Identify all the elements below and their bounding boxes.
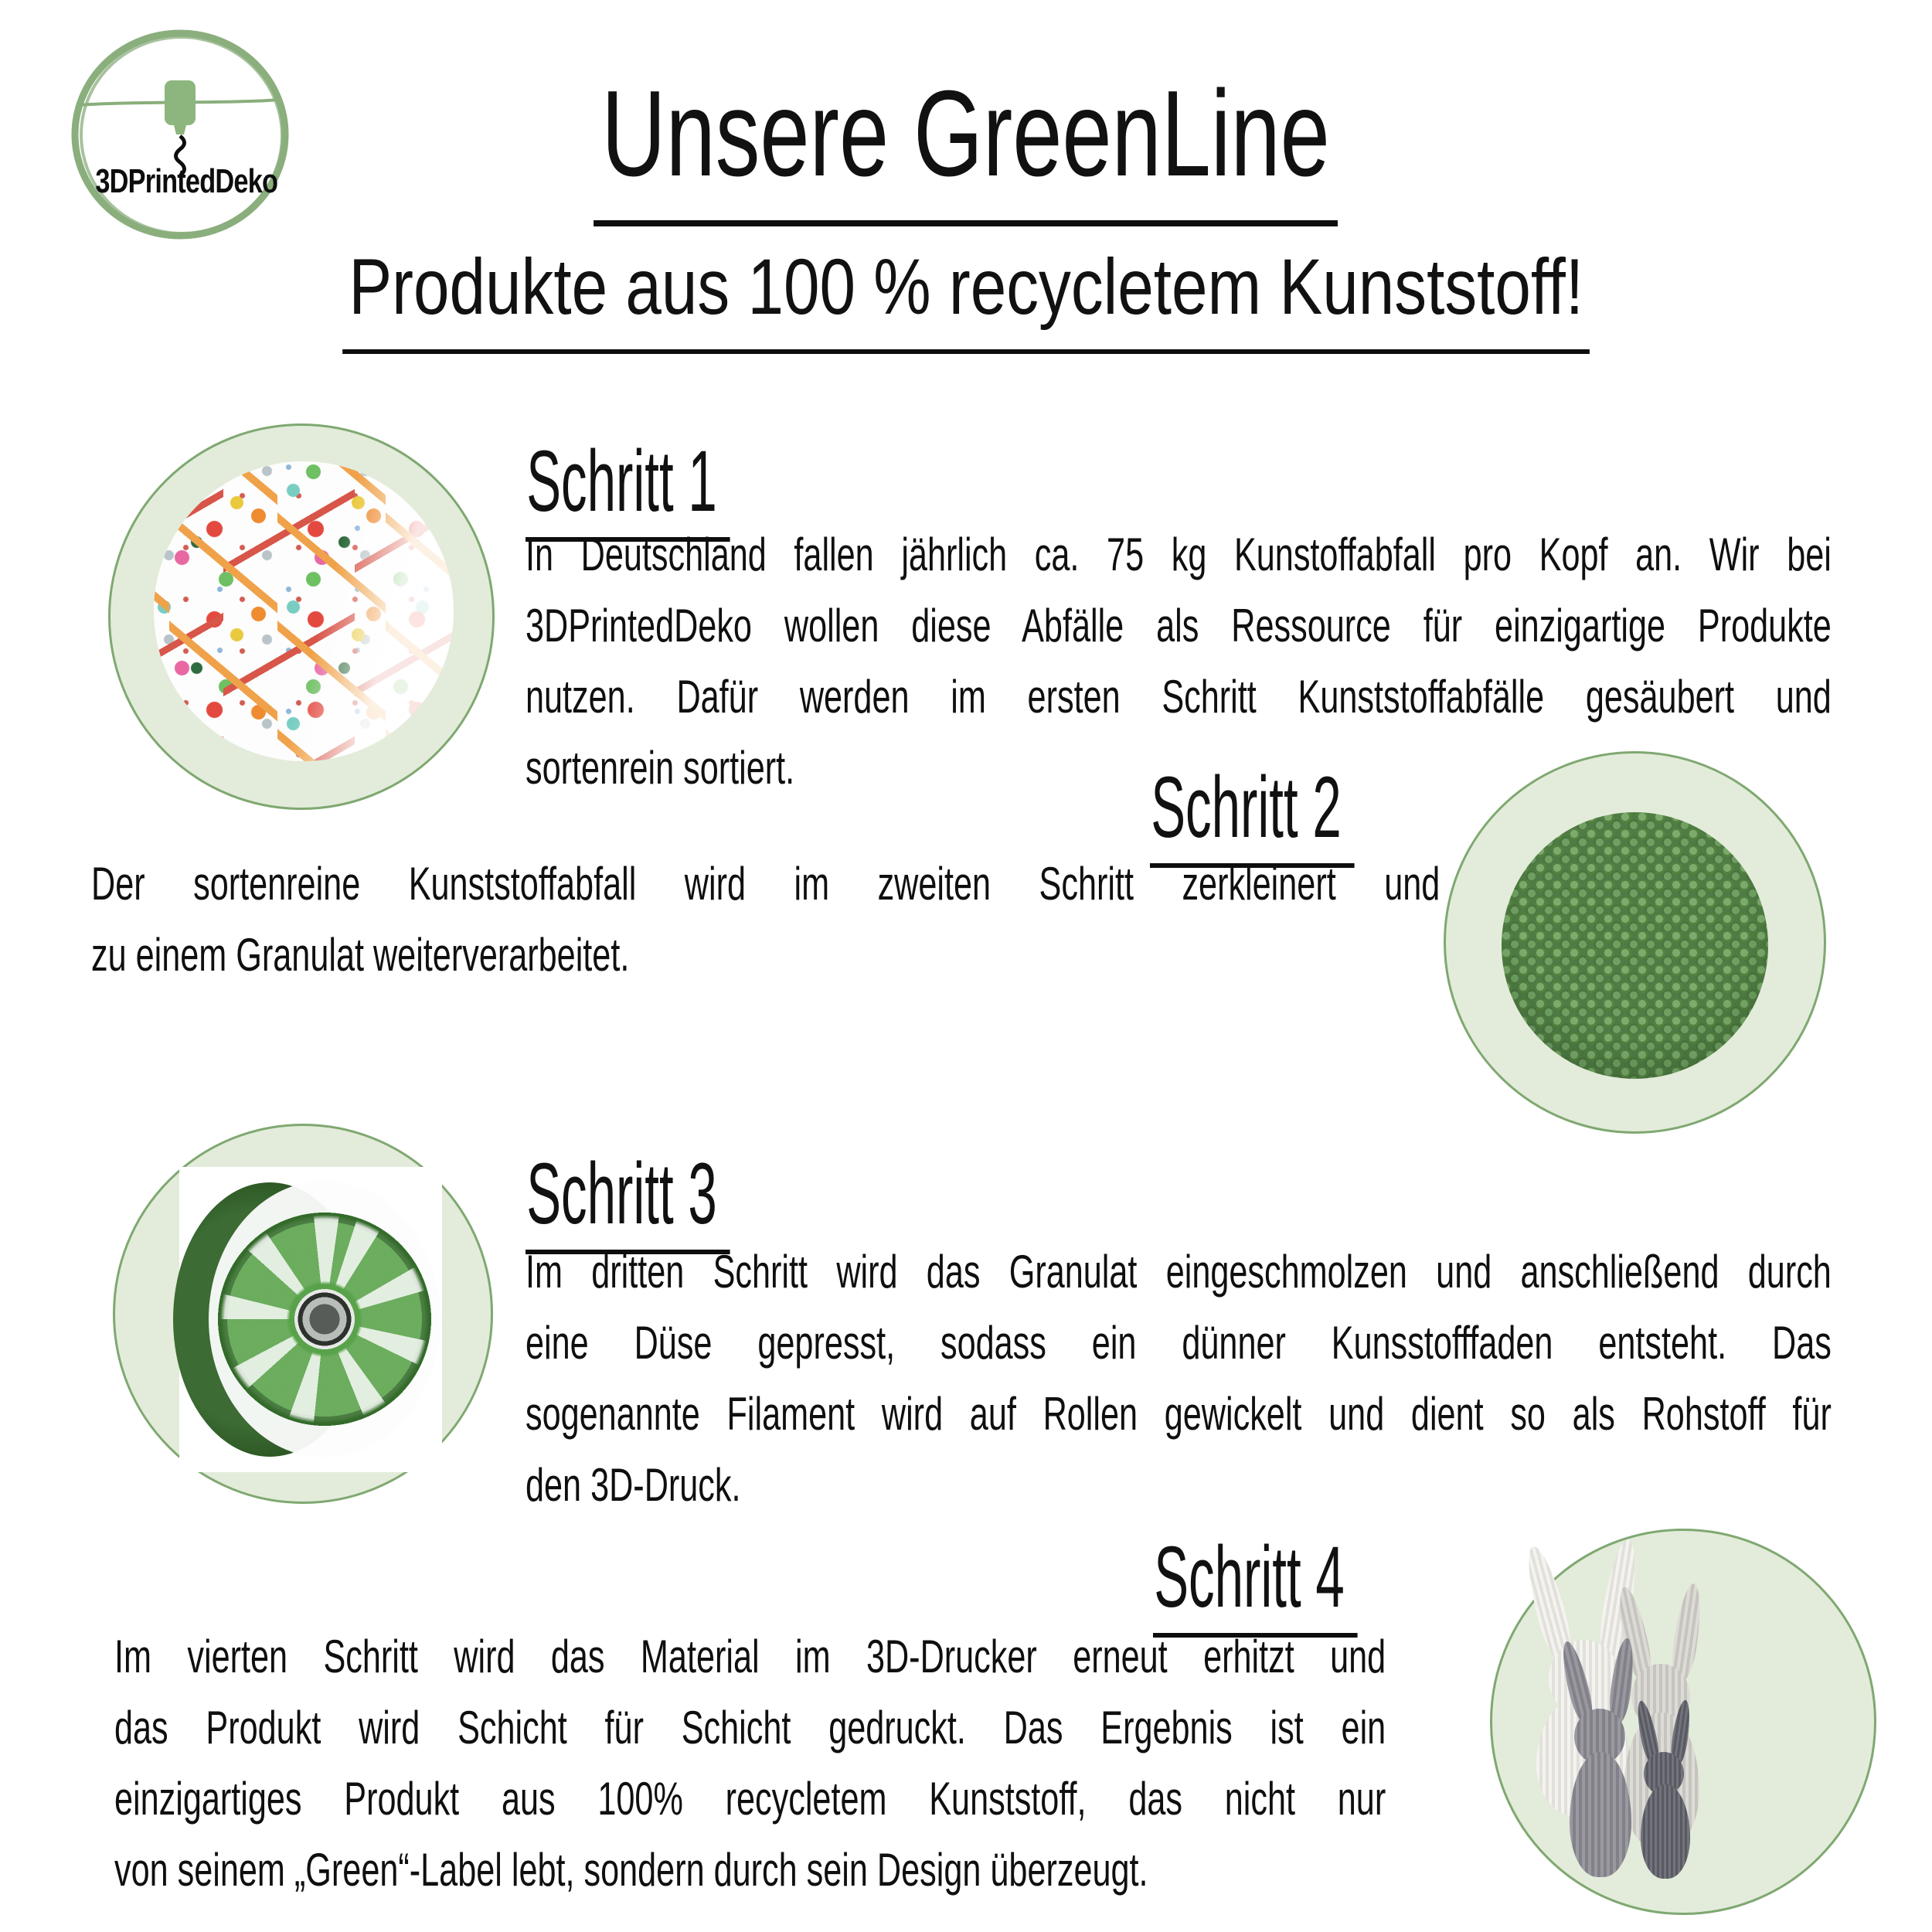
step-3-paragraph bbox=[526, 1236, 1832, 1521]
paragraph-line: In Deutschland fallen jährlich ca. 75 kg Kunstoffabfall pro Kopf an. Wir bei bbox=[526, 529, 1832, 580]
step-3-heading: Schritt 3 bbox=[526, 1145, 866, 1254]
paragraph-line: Im vierten Schritt wird das Material im 3D-Drucker erneut erhitzt und bbox=[114, 1631, 1386, 1682]
step-1-heading: Schritt 1 bbox=[526, 433, 866, 542]
paragraph-line: zu einem Granulat weiterverarbeitet. bbox=[91, 929, 630, 981]
paragraph-line: von seinem „Green“-Label lebt, sondern durch sein Design überzeugt. bbox=[114, 1844, 1148, 1896]
paragraph-line: das Produkt wird Schicht für Schicht gedruckt. Das Ergebnis ist ein bbox=[114, 1702, 1386, 1753]
paragraph-line: Der sortenreine Kunststoffabfall wird im zweiten Schritt zerkleinert und bbox=[91, 858, 1440, 910]
paragraph-line: einzigartiges Produkt aus 100% recycletem Kunststoff, das nicht nur bbox=[114, 1773, 1386, 1825]
paragraph-line: sortenrein sortiert. bbox=[526, 742, 795, 794]
page-title: Unsere GreenLine bbox=[0, 58, 1932, 226]
step-4-heading: Schritt 4 bbox=[1153, 1529, 1494, 1638]
granulate-photo bbox=[1502, 812, 1768, 1079]
logo-brand: 3DPrintedDeko bbox=[95, 162, 278, 200]
paragraph-line: den 3D-Druck. bbox=[526, 1459, 741, 1511]
step-2-paragraph bbox=[91, 849, 1440, 991]
step-4-paragraph bbox=[114, 1621, 1386, 1906]
paragraph-line: 3DPrintedDeko wollen diese Abfälle als Ressource für einzigartige Produkte bbox=[526, 600, 1832, 651]
plastic-waste-photo bbox=[154, 461, 454, 761]
paragraph-line: Im dritten Schritt wird das Granulat eingeschmolzen und anschließend durch bbox=[526, 1246, 1832, 1298]
paragraph-line: sogenannte Filament wird auf Rollen gewickelt und dient so als Rohstoff für bbox=[526, 1388, 1832, 1440]
filament-spool-photo bbox=[179, 1167, 442, 1472]
step-4-photo-ring bbox=[1490, 1529, 1876, 1915]
page-subtitle: Produkte aus 100 % recycletem Kunststoff! bbox=[0, 236, 1932, 354]
step-2-heading: Schritt 2 bbox=[1150, 759, 1491, 868]
paragraph-line: nutzen. Dafür werden im ersten Schritt Kunststoffabfälle gesäubert und bbox=[526, 671, 1832, 723]
spool-flange bbox=[209, 1181, 440, 1458]
step-2-photo-ring bbox=[1444, 751, 1826, 1134]
paragraph-line: eine Düse gepresst, sodass ein dünner Kunsstofffaden entsteht. Das bbox=[526, 1317, 1832, 1369]
step-1-photo-ring bbox=[108, 423, 495, 810]
